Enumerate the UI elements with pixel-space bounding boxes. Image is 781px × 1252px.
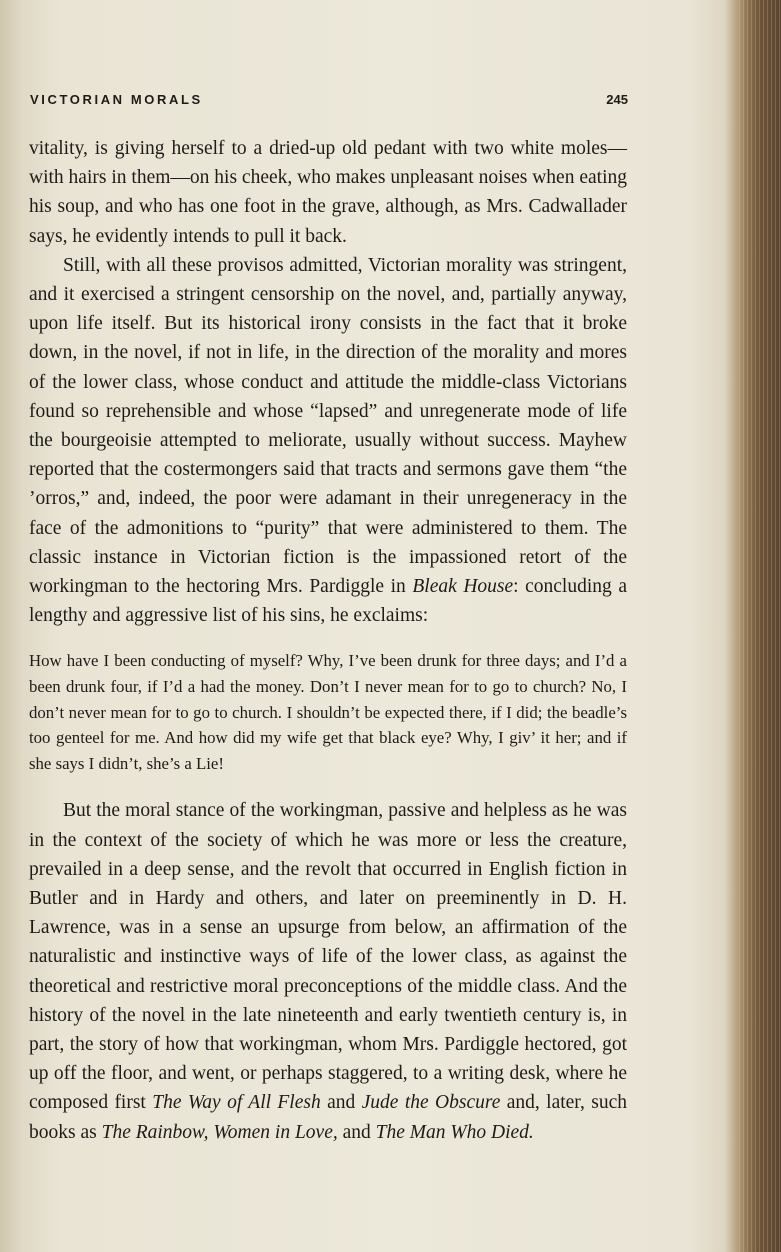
paragraph-3-text-c: and, later, such books as bbox=[29, 1092, 628, 1143]
paragraph-2 bbox=[29, 251, 627, 631]
book-title-rainbow-women-in-love: The Rainbow, Women in Love, bbox=[101, 1121, 338, 1143]
block-quotation: How have I been conducting of myself? Why, I’ve been drunk for three days; and I’d a been drunk four, if I’d a had the money. Don’t I never mean for to go to church? No, I don’t never mean for to go to church. I shouldn’t be expected there, if I did; the beadle’s too genteel for me. And how did my wife get that black eye? Why, I giv’ it her; and if she says I didn’t, she’s a Lie! bbox=[29, 651, 627, 773]
page-header bbox=[30, 92, 628, 114]
running-head: VICTORIAN MORALS bbox=[30, 92, 203, 107]
paragraph-3-text-d: and bbox=[337, 1121, 376, 1143]
page-body bbox=[29, 134, 627, 1147]
page-edges bbox=[739, 0, 781, 1252]
book-title-way-of-all-flesh: The Way of All Flesh bbox=[152, 1092, 321, 1114]
paragraph-3-text-b: and bbox=[320, 1092, 362, 1114]
page-number: 245 bbox=[606, 92, 628, 107]
book-title-the-man-who-died: The Man Who Died. bbox=[375, 1121, 534, 1143]
book-title-bleak-house: Bleak House bbox=[412, 576, 514, 598]
paragraph-3-text-a: But the moral stance of the workingman, passive and helpless as he was in the context of the society of which he was more or less the creature, prevailed in a deep sense, and the revolt that occurred in English fiction in Butler and in Hardy and others, and later on preeminently in D. H. Lawrence, was in a sense an upsurge from below, an affirmation of the naturalistic and instinctive ways of life of the lower class, as against the theoretical and restrictive moral preconceptions of the middle class. And the history of the novel in the late nineteenth and early twentieth century is, in part, the story of how that workingman, whom Mrs. Pardiggle hectored, got up off the floor, and went, or perhaps staggered, to a writing desk, where he composed first bbox=[29, 800, 627, 1114]
paragraph-3 bbox=[29, 796, 627, 1146]
paragraph-2-text-a: Still, with all these provisos admitted, Victorian morality was stringent, and it exercised a stringent censorship on the novel, and, partially anyway, upon life itself. But its historical irony consists in the fact that it broke down, in the novel, if not in life, in the direction of the morality and mores of the lower class, whose conduct and attitude the middle-class Victorians found so reprehensible and whose “lapsed” and unregenerate mode of life the bourgeoisie attempted to meliorate, usually without success. Mayhew reported that the costermongers said that tracts and sermons gave them “the ’orros,” and, indeed, the poor were adamant in their unregeneracy in the face of the admonitions to “purity” that were administered to them. The classic instance in Victorian fiction is the impassioned retort of the workingman to the hectoring Mrs. Pardiggle in bbox=[29, 254, 627, 598]
paragraph-2-text-b: : concluding a lengthy and aggressive list of his sins, he exclaims: bbox=[29, 576, 627, 627]
book-title-jude-the-obscure: Jude the Obscure bbox=[361, 1092, 501, 1114]
paragraph-1: vitality, is giving herself to a dried-up old pedant with two white moles—with hairs in them—on his cheek, who makes unpleasant noises when eating his soup, and who has one foot in the grave, although, as Mrs. Cadwallader says, he evidently intends to pull it back. bbox=[29, 138, 627, 247]
